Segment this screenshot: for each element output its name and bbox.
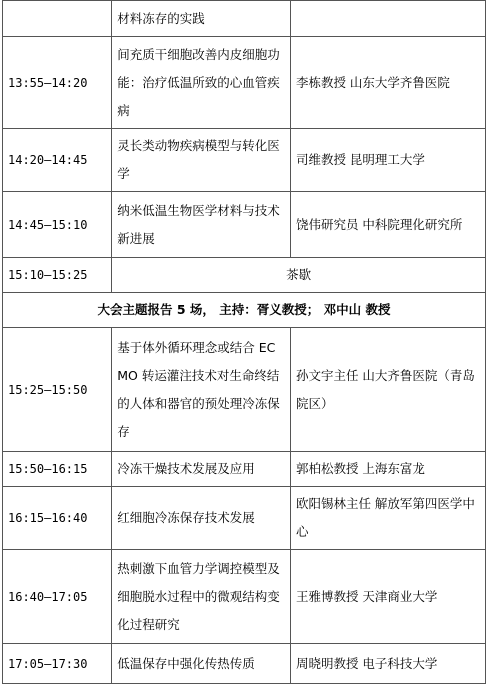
speaker-cell: 欧阳锡林主任 解放军第四医学中心 [290, 487, 485, 550]
table-row [3, 258, 486, 293]
table-row [3, 487, 486, 550]
table-row [3, 293, 486, 328]
topic-cell: 红细胞冷冻保存技术发展 [112, 487, 291, 550]
topic-cell: 基于体外循环理念或结合 ECMO 转运灌注技术对生命终结的人体和器官的预处理冷冻保存 [112, 328, 291, 452]
time-cell: 14:20—14:45 [3, 129, 112, 192]
topic-cell: 材料冻存的实践 [112, 1, 291, 37]
time-cell: 16:15—16:40 [3, 487, 112, 550]
table-row [3, 452, 486, 487]
time-cell: 17:05—17:30 [3, 644, 112, 684]
speaker-cell: 郭柏松教授 上海东富龙 [290, 452, 485, 487]
time-cell [3, 1, 112, 37]
speaker-cell [290, 1, 485, 37]
schedule-table [2, 0, 486, 684]
speaker-cell: 周晓明教授 电子科技大学 [290, 644, 485, 684]
topic-cell: 间充质干细胞改善内皮细胞功能：治疗低温所致的心血管疾病 [112, 37, 291, 129]
time-cell: 15:10—15:25 [3, 258, 112, 293]
topic-cell: 热刺激下血管力学调控模型及细胞脱水过程中的微观结构变化过程研究 [112, 550, 291, 644]
session-header: 大会主题报告 5 场， 主持：胥义教授； 邓中山 教授 [3, 293, 486, 328]
table-row [3, 328, 486, 452]
topic-cell: 纳米低温生物医学材料与技术新进展 [112, 192, 291, 258]
time-cell: 15:50—16:15 [3, 452, 112, 487]
speaker-cell: 司维教授 昆明理工大学 [290, 129, 485, 192]
time-cell: 15:25—15:50 [3, 328, 112, 452]
table-row [3, 192, 486, 258]
speaker-cell: 孙文宇主任 山大齐鲁医院（青岛院区） [290, 328, 485, 452]
time-cell: 14:45—15:10 [3, 192, 112, 258]
speaker-cell: 王雅博教授 天津商业大学 [290, 550, 485, 644]
topic-cell: 低温保存中强化传热传质 [112, 644, 291, 684]
table-row [3, 1, 486, 37]
topic-cell: 冷冻干燥技术发展及应用 [112, 452, 291, 487]
speaker-cell: 饶伟研究员 中科院理化研究所 [290, 192, 485, 258]
table-row [3, 129, 486, 192]
time-cell: 13:55—14:20 [3, 37, 112, 129]
break-cell: 茶歇 [112, 258, 486, 293]
table-row [3, 37, 486, 129]
table-row [3, 550, 486, 644]
table-row [3, 644, 486, 684]
speaker-cell: 李栋教授 山东大学齐鲁医院 [290, 37, 485, 129]
time-cell: 16:40—17:05 [3, 550, 112, 644]
topic-cell: 灵长类动物疾病模型与转化医学 [112, 129, 291, 192]
